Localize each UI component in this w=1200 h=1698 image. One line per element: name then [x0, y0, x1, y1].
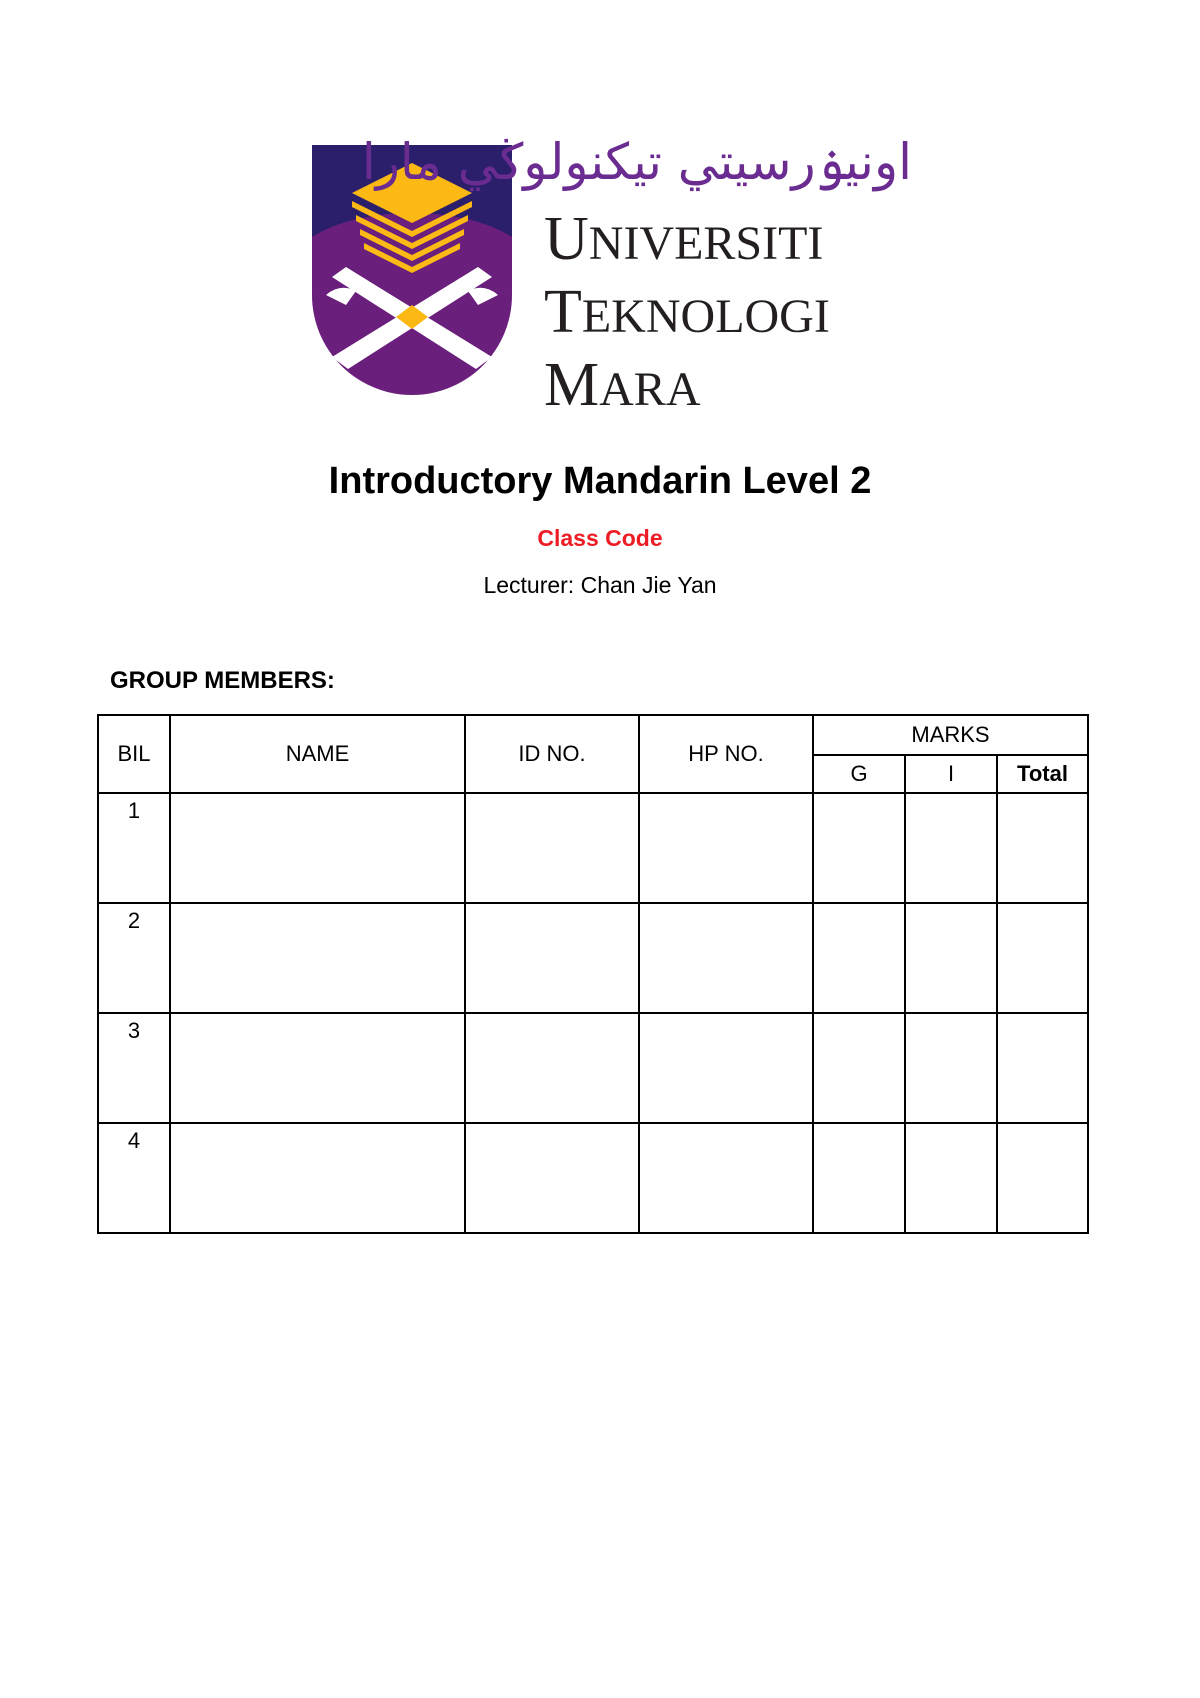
header-id-no: ID NO.: [465, 715, 639, 793]
group-members-table: [97, 714, 1089, 1234]
header-marks: MARKS: [813, 715, 1088, 755]
header-name: NAME: [170, 715, 465, 793]
row-name[interactable]: [170, 1013, 465, 1123]
table-row: [98, 903, 1088, 1013]
row-mark-i[interactable]: [905, 1013, 997, 1123]
wordmark-line-2: TEKNOLOGI: [544, 278, 830, 346]
document-title: Introductory Mandarin Level 2: [328, 460, 872, 502]
row-name[interactable]: [170, 793, 465, 903]
table-row: [98, 793, 1088, 903]
row-hp-no[interactable]: [639, 1013, 813, 1123]
row-bil: 3: [98, 1013, 170, 1123]
row-mark-g[interactable]: [813, 1123, 905, 1233]
row-bil: 1: [98, 793, 170, 903]
group-members-heading: GROUP MEMBERS:: [110, 667, 335, 694]
table-row: [98, 1013, 1088, 1123]
row-hp-no[interactable]: [639, 903, 813, 1013]
row-mark-i[interactable]: [905, 1123, 997, 1233]
logo-jawi-text: اونيۏرسيتي تيكنولوڬي مارا: [361, 133, 912, 191]
header-bil: BIL: [98, 715, 170, 793]
row-bil: 4: [98, 1123, 170, 1233]
table-header-row: [98, 715, 1088, 755]
row-mark-i[interactable]: [905, 793, 997, 903]
row-mark-total[interactable]: [997, 1123, 1088, 1233]
lecturer-line: Lecturer: Chan Jie Yan: [483, 572, 717, 598]
row-hp-no[interactable]: [639, 1123, 813, 1233]
row-id-no[interactable]: [465, 1123, 639, 1233]
wordmark-line-3: MARA: [544, 351, 701, 419]
row-mark-g[interactable]: [813, 793, 905, 903]
row-mark-g[interactable]: [813, 1013, 905, 1123]
row-mark-i[interactable]: [905, 903, 997, 1013]
wordmark-line-1: UNIVERSITI: [544, 205, 824, 273]
row-name[interactable]: [170, 903, 465, 1013]
logo-wordmark: [544, 205, 830, 424]
row-id-no[interactable]: [465, 903, 639, 1013]
row-bil: 2: [98, 903, 170, 1013]
row-hp-no[interactable]: [639, 793, 813, 903]
header-g: G: [813, 755, 905, 793]
row-id-no[interactable]: [465, 793, 639, 903]
row-id-no[interactable]: [465, 1013, 639, 1123]
table-row: [98, 1123, 1088, 1233]
uitm-logo: [312, 133, 912, 419]
row-name[interactable]: [170, 1123, 465, 1233]
class-code: Class Code: [537, 525, 663, 551]
header-total: Total: [997, 755, 1088, 793]
row-mark-g[interactable]: [813, 903, 905, 1013]
row-mark-total[interactable]: [997, 903, 1088, 1013]
header-hp-no: HP NO.: [639, 715, 813, 793]
header-i: I: [905, 755, 997, 793]
row-mark-total[interactable]: [997, 793, 1088, 903]
row-mark-total[interactable]: [997, 1013, 1088, 1123]
